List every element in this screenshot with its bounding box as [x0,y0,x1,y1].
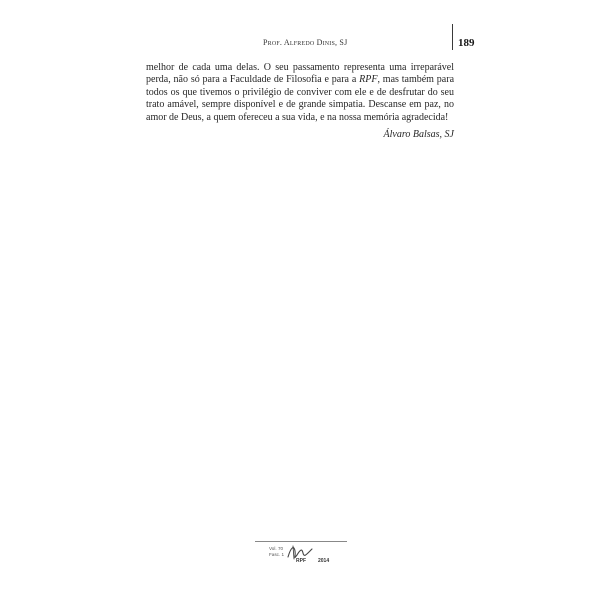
footer-logo-text: RPF [296,558,306,564]
paragraph-text-start: melhor de cada uma delas. O seu passamento representa uma irreparável perda, não só para a Faculdade de Filosofia e para a [146,62,454,86]
footer-volume-info [269,546,284,558]
paragraph-text-end: , mas também para todos os que tivemos o privilégio de conviver com ele e de desfrutar do seu trato amável, sempre disponível e de grande simpatia. Descanse em paz, no amor de Deus, a quem ofereceu a sua vida, e na nossa memória agradecida! [146,74,455,123]
footer-volume: Vol. 70 [269,546,284,551]
footer-fascicle: Fasc. 1 [269,552,285,557]
running-head: Prof. Alfredo Dinis, SJ [263,38,348,47]
footer-year: 2014 [318,558,330,564]
journal-abbreviation: RPF [359,74,378,86]
body-text [146,62,454,124]
page-number: 189 [458,37,475,49]
body-paragraph [146,62,454,124]
author-signature: Álvaro Balsas, SJ [383,129,454,140]
header-divider [452,24,453,50]
